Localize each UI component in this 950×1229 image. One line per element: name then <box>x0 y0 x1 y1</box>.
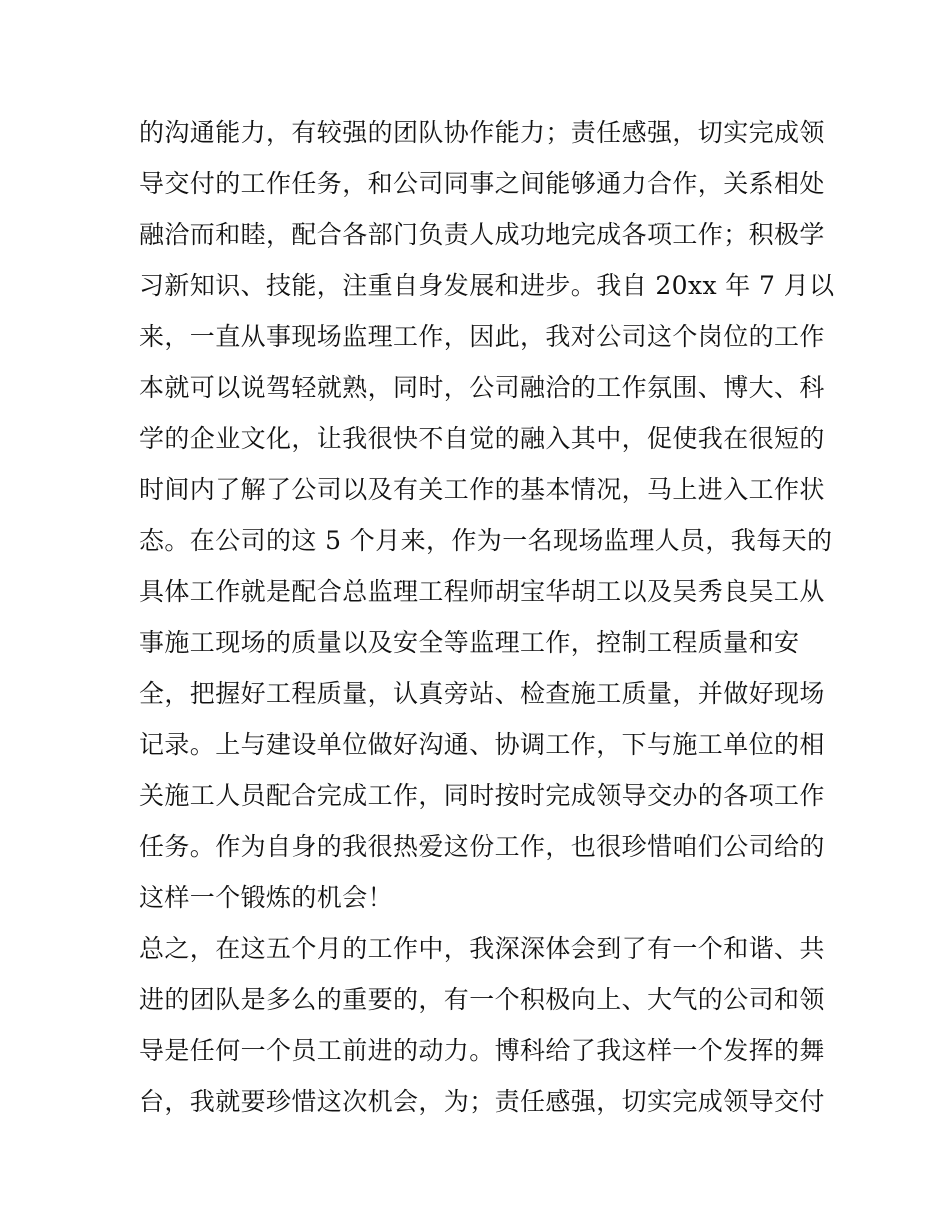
text-line: 导交付的工作任务，和公司同事之间能够通力合作，关系相处 <box>139 169 825 198</box>
text-line: 习新知识、技能，注重自身发展和进步。我自 20xx 年 7 月以 <box>139 271 835 300</box>
text-line: 台，我就要珍惜这次机会，为；责任感强，切实完成领导交付 <box>139 1087 825 1116</box>
text-line: 本就可以说驾轻就熟，同时，公司融洽的工作氛围、博大、科 <box>139 373 825 402</box>
text-line: 进的团队是多么的重要的，有一个积极向上、大气的公司和领 <box>139 985 825 1014</box>
document-body <box>139 107 835 1127</box>
text-line: 事施工现场的质量以及安全等监理工作，控制工程质量和安 <box>139 628 800 657</box>
text-line: 时间内了解了公司以及有关工作的基本情况，马上进入工作状 <box>139 475 825 504</box>
text-line: 关施工人员配合完成工作，同时按时完成领导交办的各项工作 <box>139 781 825 810</box>
text-line: 全，把握好工程质量，认真旁站、检查施工质量，并做好现场 <box>139 679 825 708</box>
text-line: 记录。上与建设单位做好沟通、协调工作，下与施工单位的相 <box>139 730 825 759</box>
text-line: 融洽而和睦，配合各部门负责人成功地完成各项工作；积极学 <box>139 220 825 249</box>
text-line: 任务。作为自身的我很热爱这份工作，也很珍惜咱们公司给的 <box>139 832 825 861</box>
text-line: 具体工作就是配合总监理工程师胡宝华胡工以及吴秀良吴工从 <box>139 577 825 606</box>
text-line: 导是任何一个员工前进的动力。博科给了我这样一个发挥的舞 <box>139 1036 825 1065</box>
text-line: 来，一直从事现场监理工作，因此，我对公司这个岗位的工作 <box>139 322 825 351</box>
text-line: 学的企业文化，让我很快不自觉的融入其中，促使我在很短的 <box>139 424 825 453</box>
text-line: 总之，在这五个月的工作中，我深深体会到了有一个和谐、共 <box>139 934 825 963</box>
text-line: 的沟通能力，有较强的团队协作能力；责任感强，切实完成领 <box>139 118 825 147</box>
text-line: 态。在公司的这 5 个月来，作为一名现场监理人员，我每天的 <box>139 526 833 555</box>
text-line: 这样一个锻炼的机会！ <box>139 883 394 912</box>
